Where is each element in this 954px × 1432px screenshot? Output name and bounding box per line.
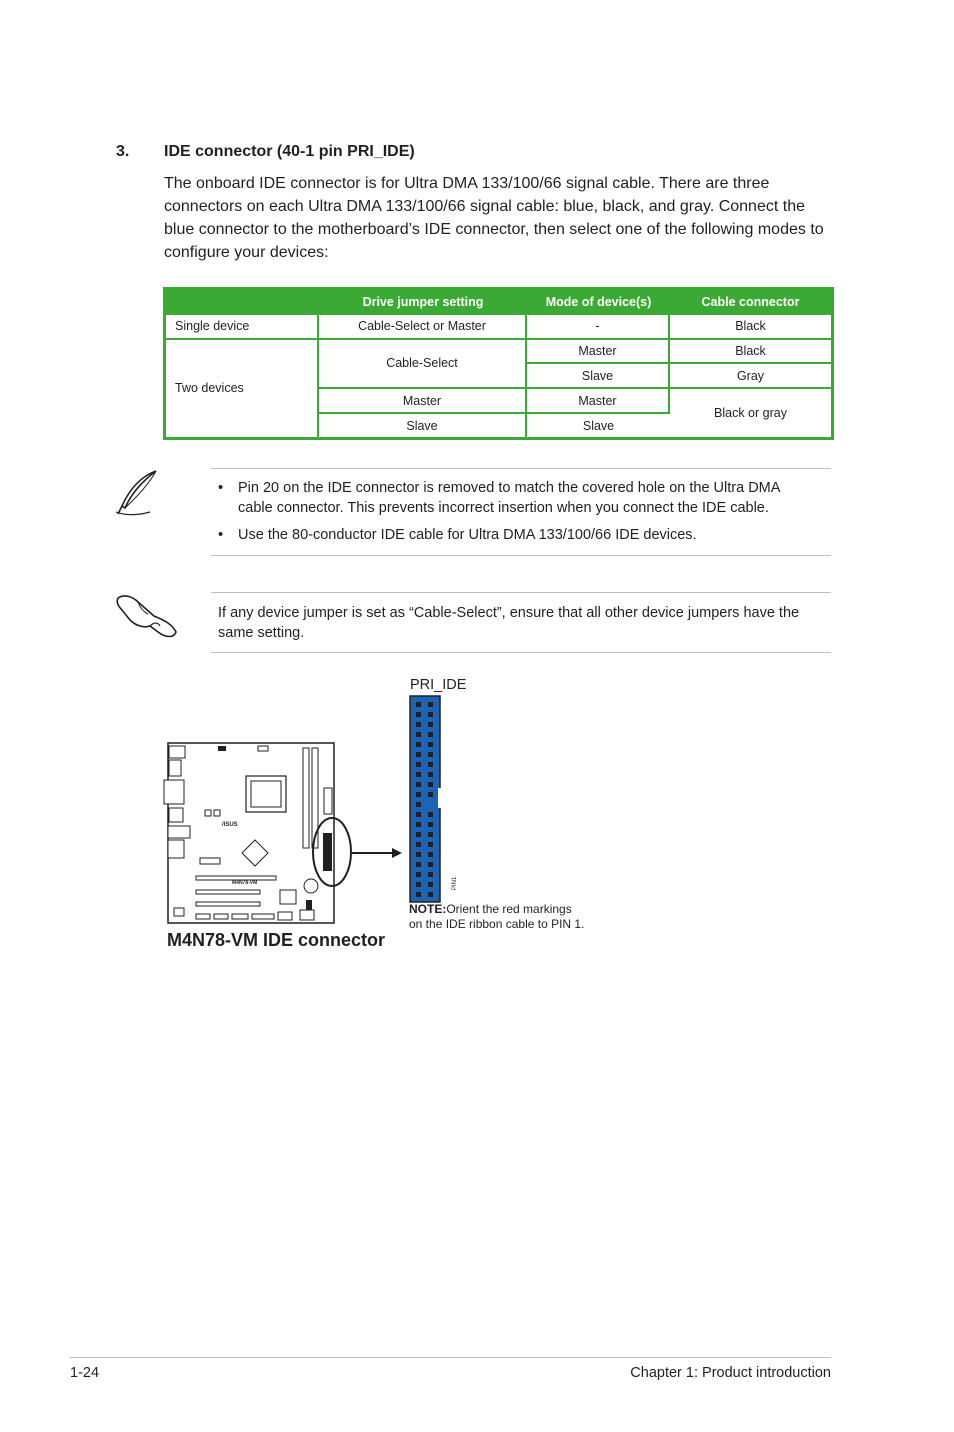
table-cell: -	[527, 315, 670, 338]
header	[280, 890, 296, 904]
section-title: IDE connector (40-1 pin PRI_IDE)	[164, 143, 415, 160]
connector-pin	[428, 702, 433, 707]
connector-pin	[416, 882, 421, 887]
connector-pin	[428, 722, 433, 727]
footer-rule	[70, 1357, 831, 1358]
chip	[200, 858, 220, 864]
table-cell: Black	[735, 319, 766, 334]
motherboard-diagram	[160, 690, 620, 930]
battery	[304, 879, 318, 893]
connector-pin	[428, 782, 433, 787]
chapter-title: Chapter 1: Product introduction	[630, 1365, 831, 1381]
connector-pin	[428, 762, 433, 767]
header	[232, 914, 248, 919]
diagram-note-line2: on the IDE ribbon cable to PIN 1.	[409, 917, 585, 931]
connector-pin	[428, 842, 433, 847]
table-row	[166, 315, 831, 338]
io-block	[168, 840, 184, 858]
connector-pin	[416, 722, 421, 727]
connector-pin	[428, 852, 433, 857]
connector-pin	[428, 882, 433, 887]
table-cell: Master	[527, 387, 670, 412]
table-cell: Master	[319, 387, 527, 412]
table-cell: Black	[670, 338, 831, 363]
header	[300, 910, 314, 920]
header	[174, 908, 184, 916]
cpu-socket-inner	[251, 781, 281, 807]
connector-pin	[428, 862, 433, 867]
ide-mode-table	[163, 287, 834, 440]
connector-pin	[416, 742, 421, 747]
table-cell: Cable-Select	[319, 338, 527, 388]
note-top-rule	[211, 468, 831, 469]
io-block	[169, 808, 183, 822]
pointing-hand-icon	[114, 592, 180, 640]
caution-bottom-rule	[211, 652, 831, 653]
connector-pin	[416, 802, 421, 807]
connector-pin	[428, 822, 433, 827]
connector-pin	[428, 812, 433, 817]
io-block	[164, 780, 184, 804]
connector-pin	[428, 712, 433, 717]
table-header	[166, 290, 319, 315]
connector-pin	[416, 832, 421, 837]
header	[252, 914, 274, 919]
io-block	[168, 826, 190, 838]
table-cell: Single device	[166, 315, 319, 338]
chip	[214, 810, 220, 816]
connector-pin	[416, 872, 421, 877]
table-cell: Black or gray	[670, 387, 831, 437]
io-block	[169, 746, 185, 758]
caution-top-rule	[211, 592, 831, 593]
table-cell: Two devices	[166, 338, 319, 437]
io-block	[169, 760, 181, 776]
fan-header	[218, 746, 226, 751]
table-header: Mode of device(s)	[527, 290, 670, 315]
table-cell: Gray	[670, 362, 831, 387]
list-item: • Use the 80-conductor IDE cable for Ultra DMA 133/100/66 IDE devices.	[218, 527, 697, 543]
table-header-row	[166, 290, 831, 315]
connector-pin	[416, 752, 421, 757]
pen-feather-icon	[112, 468, 164, 518]
connector-pin	[416, 842, 421, 847]
connector-key-notch	[438, 788, 441, 808]
connector-pin	[416, 852, 421, 857]
header	[306, 900, 312, 910]
connector-pin	[428, 792, 433, 797]
header	[214, 914, 228, 919]
list-item: • Pin 20 on the IDE connector is removed to match the covered hole on the Ultra DMA cable connector. This prevents incorrect insertion when you connect the IDE cable.	[218, 480, 780, 516]
header	[196, 914, 210, 919]
pointer-arrow-head	[392, 848, 402, 858]
connector-pin	[428, 872, 433, 877]
note-list	[218, 478, 818, 552]
table-cell: Slave	[319, 412, 527, 437]
diagram-caption: M4N78-VM IDE connector	[167, 930, 386, 950]
pci-slot	[196, 902, 260, 906]
table-cell: Master	[527, 338, 670, 363]
table-row	[166, 338, 831, 363]
connector-pin	[428, 892, 433, 897]
connector-pin	[416, 782, 421, 787]
connector-pin	[416, 702, 421, 707]
pci-slot	[196, 890, 260, 894]
fan-header	[258, 746, 268, 751]
section-number: 3.	[116, 143, 130, 160]
connector-pin	[428, 832, 433, 837]
ide-connector-enlarged	[410, 696, 440, 902]
table-cell: Cable-Select or Master	[319, 315, 527, 338]
connector-pin	[428, 732, 433, 737]
connector-label: PRI_IDE	[410, 677, 467, 693]
table-header: Drive jumper setting	[319, 290, 527, 315]
table-cell: Slave	[527, 412, 670, 437]
intro-paragraph: The onboard IDE connector is for Ultra DMA 133/100/66 signal cable. There are three connectors on each Ultra DMA 133/100/66 signal cable: blue, black, and gray. Connect the blue connector to the motherboard’s IDE connector, then select one of the following modes to configure your devices:	[164, 175, 824, 261]
connector-pin	[416, 792, 421, 797]
note-bottom-rule	[211, 555, 831, 556]
table-header: Cable connector	[670, 290, 831, 315]
chip	[205, 810, 211, 816]
connector-pin	[416, 772, 421, 777]
caution-text: If any device jumper is set as “Cable-Select”, ensure that all other device jumpers have the same setting.	[218, 605, 800, 641]
connector-pin	[416, 712, 421, 717]
atx-power	[324, 788, 332, 814]
pin1-label: PIN1	[452, 876, 458, 890]
diagram-note: NOTE:Orient the red markings	[409, 902, 572, 916]
connector-pin	[416, 862, 421, 867]
board-label: M4N78-VM	[232, 880, 258, 886]
connector-pin	[416, 822, 421, 827]
connector-pin	[428, 772, 433, 777]
table-cell: Slave	[527, 362, 670, 387]
connector-pin	[416, 892, 421, 897]
brand-logo: /ISUS	[222, 822, 238, 828]
dimm-slot	[303, 748, 309, 848]
connector-pin	[416, 732, 421, 737]
board-ide-connector	[323, 833, 332, 871]
connector-pin	[428, 752, 433, 757]
connector-pin	[416, 812, 421, 817]
page-number: 1-24	[70, 1365, 100, 1381]
connector-pin	[416, 762, 421, 767]
header	[278, 912, 292, 920]
connector-pin	[428, 742, 433, 747]
